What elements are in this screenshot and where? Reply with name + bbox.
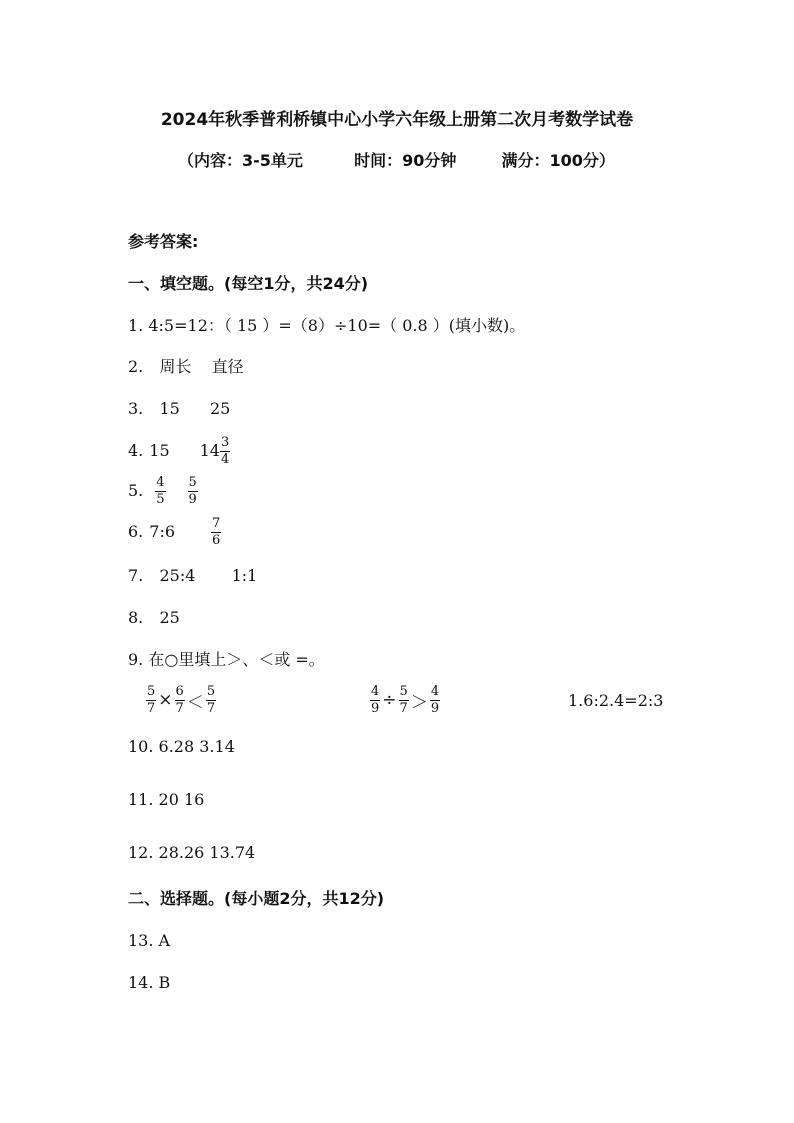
q6-number: 6.: [128, 522, 144, 541]
answer-q2: [128, 357, 244, 377]
answer-q14: 14. B: [128, 973, 171, 992]
q3-answer-a: 15: [159, 399, 180, 418]
q5-fraction-2: $\frac{5}{9}$: [188, 474, 197, 507]
exam-score: 满分：100分）: [501, 151, 615, 170]
q9e1-fraction-b: $\frac{6}{7}$: [175, 683, 184, 716]
answer-q12: 12. 28.26 13.74: [128, 843, 256, 862]
q9e1-comparison: ＜: [186, 692, 204, 713]
q5-number: 5.: [128, 481, 144, 500]
answer-q4: [128, 433, 230, 469]
q7-number: 7.: [128, 566, 144, 585]
q9-expression-1: [146, 680, 216, 720]
answers-label: 参考答案:: [128, 232, 199, 251]
q9e2-comparison: ＞: [410, 692, 428, 713]
q9e2-fraction-b: $\frac{5}{7}$: [399, 683, 408, 716]
exam-time: 时间：90分钟: [354, 151, 457, 170]
q7-answer-b: 1:1: [231, 566, 258, 585]
q3-answer-b: 25: [210, 399, 231, 418]
answer-q8: [128, 608, 180, 628]
q8-number: 8.: [128, 608, 144, 627]
q5-fraction-1: $\frac{4}{5}$: [156, 474, 165, 507]
answer-q6: [128, 514, 221, 550]
q9e1-operator: ×: [158, 690, 173, 710]
q7-answer-a: 25:4: [159, 566, 196, 585]
answer-q13: 13. A: [128, 931, 171, 950]
q6-fraction: $\frac{7}{6}$: [212, 515, 221, 548]
answer-q7: [128, 566, 257, 586]
q2-answer-b: 直径: [211, 357, 244, 376]
q9-expression-3: 1.6:2.4=2:3: [568, 690, 664, 710]
q4-number: 4.: [128, 441, 144, 460]
q9e2-fraction-a: $\frac{4}{9}$: [371, 683, 380, 716]
page-title: 2024年秋季普利桥镇中心小学六年级上册第二次月考数学试卷: [160, 110, 634, 130]
q4-fraction: $\frac{3}{4}$: [220, 434, 230, 467]
q4-mixed-whole: 14: [199, 441, 220, 460]
answer-q5: [128, 473, 198, 509]
answer-q9: 9. 在○里填上＞、＜或 =。: [128, 650, 325, 669]
answer-q11: 11. 20 16: [128, 790, 205, 809]
q3-number: 3.: [128, 399, 144, 418]
q2-answer-a: 周长: [159, 357, 192, 376]
q9e1-fraction-c: $\frac{5}{7}$: [206, 683, 216, 716]
answer-q3: [128, 399, 230, 419]
q9e1-fraction-a: $\frac{5}{7}$: [147, 683, 156, 716]
section2-heading: 二、选择题。(每小题2分，共12分): [128, 889, 385, 908]
answer-q1: 1. 4:5=12：（ 15 ）=（8）÷10=（ 0.8 ）(填小数)。: [128, 316, 526, 335]
q9-expression-2: [370, 680, 440, 720]
q4-answer-a: 15: [149, 441, 170, 460]
q9e2-fraction-c: $\frac{4}{9}$: [430, 683, 440, 716]
q2-number: 2.: [128, 357, 144, 376]
answer-q10: 10. 6.28 3.14: [128, 737, 235, 756]
q9e2-operator: ÷: [382, 690, 397, 710]
exam-content: （内容：3-5单元: [178, 151, 303, 170]
exam-info: [178, 148, 615, 171]
q8-answer: 25: [159, 608, 180, 627]
section1-heading: 一、填空题。(每空1分，共24分): [128, 274, 369, 293]
q6-answer-a: 7:6: [149, 522, 176, 541]
